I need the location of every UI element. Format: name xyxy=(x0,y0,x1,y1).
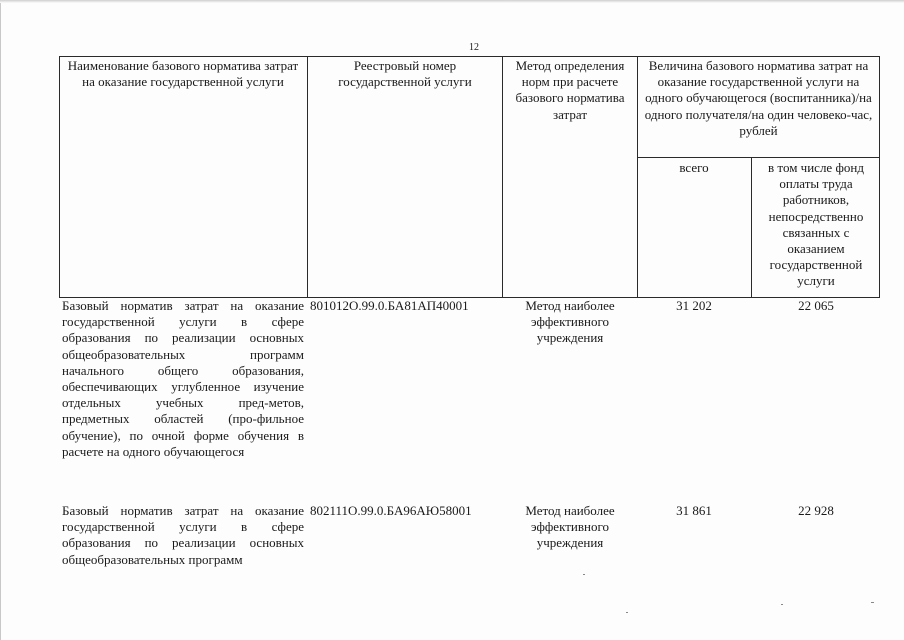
col-divider-1 xyxy=(307,56,308,298)
col-divider-2 xyxy=(502,56,503,298)
header-total: всего xyxy=(679,160,709,175)
scan-speck xyxy=(626,612,628,613)
row-2-registry-number: 802111О.99.0.БА96АЮ58001 xyxy=(310,503,472,518)
header-registry-number: Реестровый номер государственной услуги xyxy=(338,58,472,90)
header-name: Наименование базового норматива затрат на оказание государственной услуги xyxy=(67,58,299,90)
value-header-divider xyxy=(637,157,880,158)
table-left-border xyxy=(59,56,60,298)
header-wage-fund: в том числе фонд оплаты труда работников, непосредственно связанных с оказанием государственной услуги xyxy=(768,160,864,289)
table-top-border xyxy=(59,56,880,57)
col-divider-3 xyxy=(637,56,638,298)
row-2-method: Метод наиболее эффективного учреждения xyxy=(525,503,615,551)
row-1-total: 31 202 xyxy=(676,298,712,313)
row-2-name: Базовый норматив затрат на оказание государственной услуги в сфере образования по реализации основных общеобразовательных программ xyxy=(62,503,304,567)
row-1-name: Базовый норматив затрат на оказание государственной услуги в сфере образования по реализации основных общеобразовательных программ начального общего образования, обеспечивающих углубленное изучение отдельных учебных пред-метов, предметных областей (про-фильное обучение), по очной форме обучения в расчете на одного обучающегося xyxy=(62,298,304,459)
table-right-border xyxy=(879,56,880,298)
page-edge xyxy=(0,0,1,640)
scan-speck xyxy=(583,574,585,575)
row-2-total: 31 861 xyxy=(676,503,712,518)
col-divider-4 xyxy=(751,157,752,298)
scan-speck xyxy=(781,604,783,605)
page-number: 12 xyxy=(469,42,479,53)
row-1-wage-fund: 22 065 xyxy=(798,298,834,313)
row-1-registry-number: 801012О.99.0.БА81АП40001 xyxy=(310,298,469,313)
scan-shadow xyxy=(0,0,904,3)
row-1-method: Метод наиболее эффективного учреждения xyxy=(525,298,615,346)
header-method: Метод определения норм при расчете базового норматива затрат xyxy=(515,58,625,122)
scan-speck xyxy=(871,602,874,603)
header-value: Величина базового норматива затрат на оказание государственной услуги на одного обучающегося (воспитанника)/на одного получателя/на один человеко-час, рублей xyxy=(644,58,873,138)
row-2-wage-fund: 22 928 xyxy=(798,503,834,518)
